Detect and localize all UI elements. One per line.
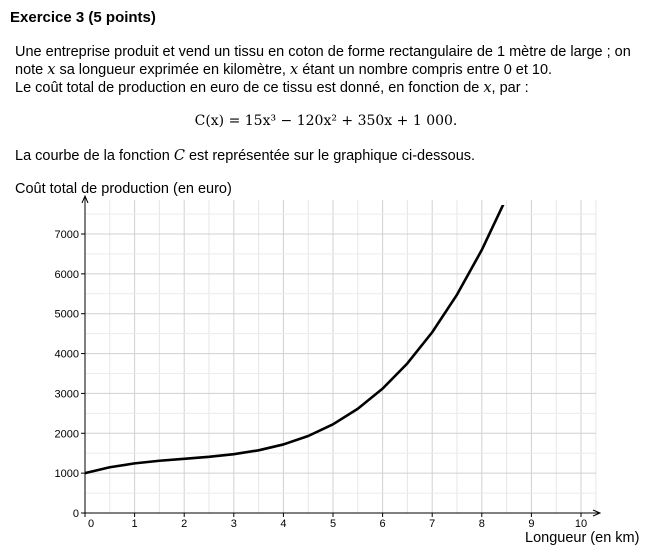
x-tick-label: 7 bbox=[429, 518, 436, 530]
y-tick-label: 2000 bbox=[54, 428, 79, 441]
x-tick-label: 0 bbox=[87, 518, 95, 530]
statement-line-3: Le coût total de production en euro de ce tissu est donné, en fonction de bbox=[15, 80, 484, 96]
statement-line-2a: note bbox=[15, 62, 48, 78]
cost-formula: C(x) = 15x³ − 120x² + 350x + 1 000. bbox=[194, 113, 458, 129]
y-tick-label: 5000 bbox=[54, 308, 79, 321]
statement-line-2c: étant un nombre compris entre 0 et 10. bbox=[298, 62, 553, 78]
variable-x: x bbox=[483, 80, 492, 96]
y-tick-label: 0 bbox=[72, 508, 79, 520]
x-tick-label: 8 bbox=[478, 518, 485, 530]
x-tick-label: 5 bbox=[329, 518, 337, 530]
x-tick-label: 4 bbox=[280, 518, 287, 530]
y-tick-label: 4000 bbox=[54, 348, 79, 361]
x-tick-label: 10 bbox=[574, 518, 588, 530]
statement-line-3-end: , par : bbox=[491, 80, 529, 96]
y-tick-label: 7000 bbox=[54, 229, 79, 241]
exercise-title: Exercice 3 (5 points) bbox=[10, 9, 156, 26]
variable-C: C bbox=[173, 148, 185, 164]
x-tick-label: 3 bbox=[230, 518, 237, 530]
y-axis-label: Coût total de production (en euro) bbox=[15, 181, 232, 197]
x-tick-label: 9 bbox=[528, 518, 535, 530]
graph-intro-b: est représentée sur le graphique ci-dessous. bbox=[184, 148, 476, 164]
y-tick-label: 3000 bbox=[54, 388, 79, 401]
x-tick-label: 1 bbox=[131, 518, 138, 530]
variable-x: x bbox=[47, 62, 56, 78]
x-axis-label: Longueur (en km) bbox=[525, 530, 640, 546]
statement-line-1: Une entreprise produit et vend un tissu en coton de forme rectangulaire de 1 mètre de large ; on bbox=[15, 44, 631, 60]
x-tick-label: 2 bbox=[181, 518, 188, 530]
graph-intro-a: La courbe de la fonction bbox=[15, 148, 174, 164]
statement-line-2b: sa longueur exprimée en kilomètre, bbox=[55, 62, 290, 78]
y-tick-label: 1000 bbox=[54, 468, 79, 481]
y-tick-label: 6000 bbox=[54, 268, 79, 281]
variable-x: x bbox=[289, 62, 299, 78]
x-tick-label: 6 bbox=[379, 518, 386, 530]
